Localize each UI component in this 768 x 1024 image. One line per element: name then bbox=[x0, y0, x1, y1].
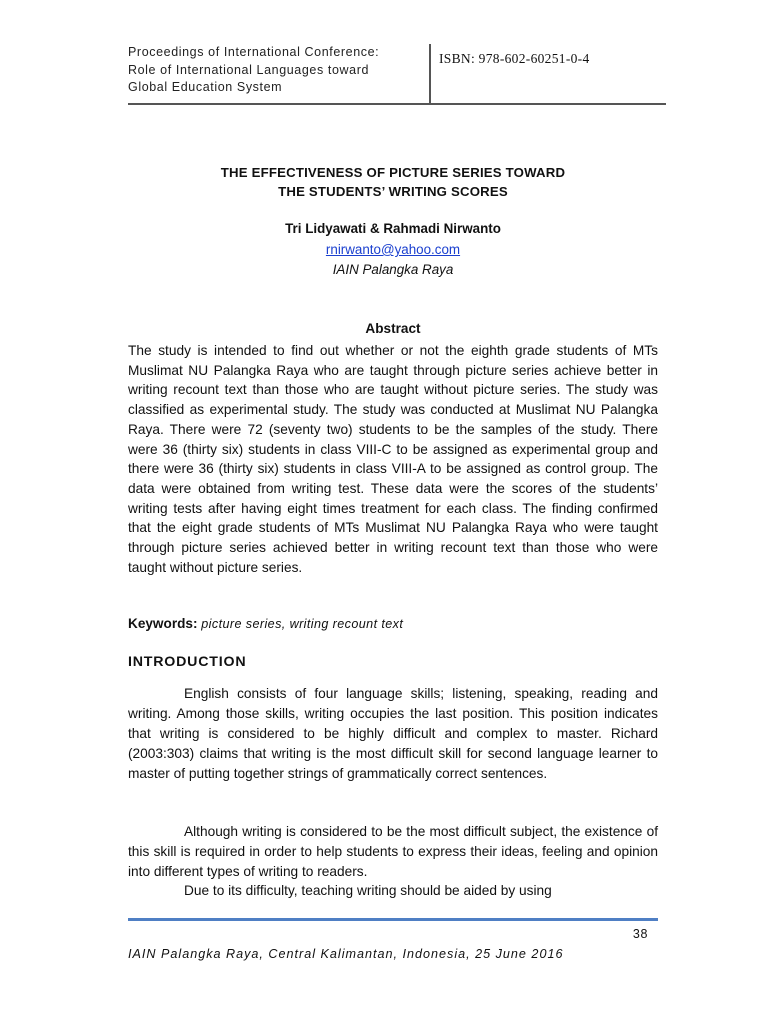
paper-title bbox=[128, 163, 658, 201]
affiliation: IAIN Palangka Raya bbox=[332, 262, 454, 277]
title-line: THE STUDENTS’ WRITING SCORES bbox=[278, 184, 508, 199]
paragraph: Although writing is considered to be the most difficult subject, the existence of this skill is required in order to help students to express their ideas, feeling and opinion into different types of writing to readers. bbox=[128, 824, 658, 879]
footer-rule bbox=[128, 918, 658, 921]
introduction-heading: INTRODUCTION bbox=[128, 654, 247, 670]
authors: Tri Lidyawati & Rahmadi Nirwanto bbox=[285, 221, 501, 236]
abstract-heading: Abstract bbox=[365, 321, 421, 336]
author-email-link[interactable]: rnirwanto@yahoo.com bbox=[325, 242, 461, 257]
conference-line: Global Education System bbox=[128, 80, 283, 94]
keywords-text: picture series, writing recount text bbox=[201, 617, 404, 631]
header-rule bbox=[128, 103, 666, 105]
paragraph: English consists of four language skills; listening, speaking, reading and writing. Among those skills, writing occupies the last position. This position indicates that writing is considered to be highly difficult and complex to master. Richard (2003:303) claims that writing is the most difficult skill for second language learner to master of putting together strings of grammatically correct sentences. bbox=[128, 686, 658, 781]
conference-line: Role of International Languages toward bbox=[128, 62, 370, 77]
conference-name bbox=[128, 44, 428, 97]
title-line: THE EFFECTIVENESS OF PICTURE SERIES TOWARD bbox=[220, 165, 566, 180]
paragraph: Due to its difficulty, teaching writing should be aided by using bbox=[184, 883, 552, 898]
running-header bbox=[128, 44, 666, 104]
footer-text: IAIN Palangka Raya, Central Kalimantan, Indonesia, 25 June 2016 bbox=[128, 947, 564, 961]
abstract-text: The study is intended to find out whether or not the eighth grade students of MTs Muslimat NU Palangka Raya who are taught through picture series achieve better in writing recount text than those who are taught without picture series. The study was classified as experimental study. The study was conducted at Muslimat NU Palangka Raya. There were 72 (seventy two) students to be the samples of the study. There were 36 (thirty six) students in class VIII-C to be assigned as experimental group and there were 36 (thirty six) students in class VIII-A to be assigned as control group. The data were obtained from writing test. These data were the scores of the students’ writing tests after having eight times treatment for each class. The finding confirmed that the eight grade students of MTs Muslimat NU Palangka Raya who were taught through picture series achieved better in writing recount text than those who were taught without picture series. bbox=[128, 343, 658, 575]
header-divider bbox=[429, 44, 431, 104]
isbn: ISBN: 978-602-60251-0-4 bbox=[439, 51, 590, 66]
keywords bbox=[128, 616, 658, 631]
conference-line: Proceedings of International Conference: bbox=[128, 45, 380, 59]
keywords-label: Keywords: bbox=[128, 616, 198, 631]
page-number: 38 bbox=[632, 927, 648, 941]
